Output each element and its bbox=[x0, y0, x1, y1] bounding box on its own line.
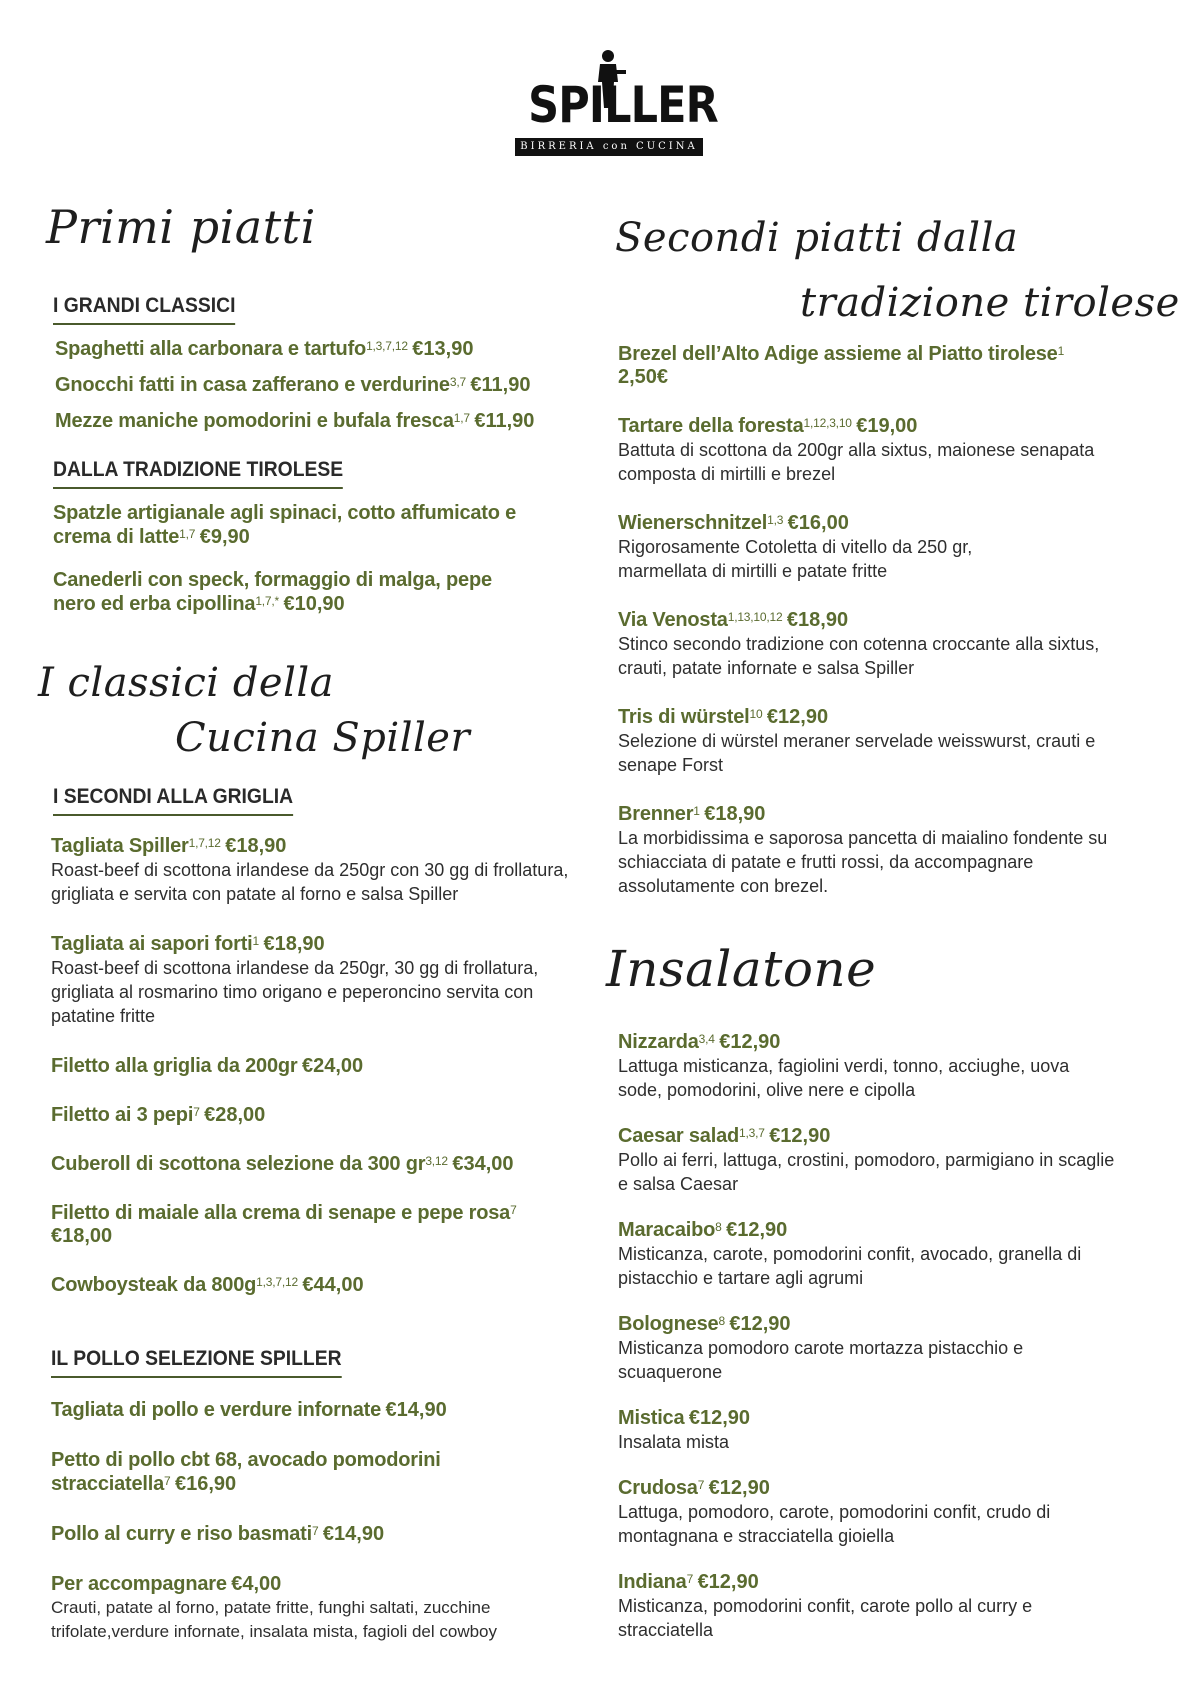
item-allergens: 1,7 bbox=[453, 411, 470, 425]
item-price: €16,90 bbox=[174, 1473, 237, 1495]
item-price: €12,90 bbox=[688, 1407, 751, 1429]
item-name: Cuberoll di scottona selezione da 300 gr bbox=[51, 1153, 426, 1175]
item-allergens: 1,7,12 bbox=[188, 836, 221, 850]
menu-item bbox=[51, 1201, 551, 1248]
item-description: Stinco secondo tradizione con cotenna croccante alla sixtus, crauti, patate infornate e salsa Spiller bbox=[618, 634, 1100, 678]
menu-item bbox=[618, 1124, 1118, 1196]
item-allergens: 1 bbox=[693, 804, 700, 818]
menu-item bbox=[618, 1476, 1098, 1548]
item-description: Selezione di würstel meraner servelade weisswurst, crauti e senape Forst bbox=[618, 731, 1096, 775]
item-price: €13,90 bbox=[412, 338, 474, 360]
item-description: Crauti, patate al forno, patate fritte, funghi saltati, zucchine trifolate,verdure infornate, insalata mista, fagioli del cowboy bbox=[51, 1598, 498, 1641]
item-allergens: 1,3,7,12 bbox=[256, 1275, 298, 1289]
menu-item bbox=[618, 342, 1118, 389]
item-allergens: 1,12,3,10 bbox=[803, 416, 852, 430]
item-allergens: 1,3 bbox=[767, 513, 784, 527]
item-price: €28,00 bbox=[204, 1104, 266, 1126]
item-description: Lattuga misticanza, fagiolini verdi, tonno, acciughe, uova sode, pomodorini, olive nere e cipolla bbox=[618, 1056, 1070, 1100]
item-name: Mezze maniche pomodorini e bufala fresca bbox=[55, 410, 454, 432]
item-description: Pollo ai ferri, lattuga, crostini, pomodoro, parmigiano in scaglie e salsa Caesar bbox=[618, 1150, 1115, 1194]
menu-item bbox=[55, 409, 595, 433]
menu-item bbox=[618, 1030, 1118, 1102]
brand-tagline: BIRRERIA con CUCINA bbox=[515, 138, 703, 156]
item-description: Misticanza pomodoro carote mortazza pistacchio e scuaquerone bbox=[618, 1338, 1024, 1382]
item-price: €18,90 bbox=[786, 609, 849, 631]
item-name: Tris di würstel bbox=[618, 706, 750, 728]
item-name: Indiana bbox=[618, 1571, 687, 1593]
item-description: Insalata mista bbox=[618, 1432, 730, 1452]
menu-item bbox=[53, 568, 533, 616]
item-description: Roast-beef di scottona irlandese da 250gr con 30 gg di frollatura, grigliata e servita con patate al forno e salsa Spiller bbox=[51, 860, 569, 904]
grandi-classici-heading: I GRANDI CLASSICI bbox=[53, 294, 235, 325]
menu-item bbox=[618, 802, 1138, 898]
item-price: €34,00 bbox=[452, 1153, 514, 1175]
item-name: Maracaibo bbox=[618, 1219, 716, 1241]
menu-item bbox=[51, 1103, 591, 1127]
item-price: €12,90 bbox=[729, 1313, 791, 1335]
menu-item bbox=[51, 834, 591, 906]
item-allergens: 7 bbox=[686, 1572, 694, 1586]
item-price: €12,90 bbox=[726, 1219, 788, 1241]
item-description: Rigorosamente Cotoletta di vitello da 250 gr, marmellata di mirtilli e patate fritte bbox=[618, 537, 973, 581]
item-allergens: 1 bbox=[1057, 344, 1065, 358]
item-price: €18,90 bbox=[263, 933, 325, 955]
item-price: €18,90 bbox=[225, 835, 287, 857]
classici-title-line2: Cucina Spiller bbox=[175, 715, 471, 761]
item-price: €10,90 bbox=[283, 593, 345, 615]
brand-name: SPILLER bbox=[528, 76, 718, 134]
item-price: €11,90 bbox=[470, 374, 531, 396]
item-price: €14,90 bbox=[322, 1523, 385, 1545]
menu-item bbox=[51, 1054, 591, 1078]
menu-item bbox=[618, 1312, 1088, 1384]
insalatone-title: Insalatone bbox=[606, 940, 877, 998]
tradizione-tirolese-heading: DALLA TRADIZIONE TIROLESE bbox=[53, 458, 343, 489]
item-name: Spaghetti alla carbonara e tartufo bbox=[55, 338, 367, 360]
item-name: Per accompagnare bbox=[51, 1573, 227, 1595]
item-allergens: 1,7 bbox=[179, 527, 196, 541]
item-name: Filetto ai 3 pepi bbox=[51, 1104, 194, 1126]
menu-item bbox=[51, 1273, 591, 1297]
secondi-griglia-heading: I SECONDI ALLA GRIGLIA bbox=[53, 785, 293, 816]
item-allergens: 7 bbox=[164, 1474, 171, 1488]
secondi-title-line2: tradizione tirolese bbox=[800, 280, 1180, 326]
menu-item bbox=[51, 932, 591, 1028]
item-name: Mistica bbox=[618, 1407, 685, 1429]
menu-item bbox=[618, 608, 1118, 680]
item-name: Filetto di maiale alla crema di senape e pepe rosa bbox=[51, 1202, 511, 1224]
item-name: Canederli con speck, formaggio di malga, pepe nero ed erba cipollina bbox=[53, 569, 492, 615]
item-allergens: 7 bbox=[697, 1478, 705, 1492]
item-allergens: 7 bbox=[193, 1105, 200, 1119]
item-price: 2,50€ bbox=[618, 366, 669, 388]
item-description: Battuta di scottona da 200gr alla sixtus, maionese senapata composta di mirtilli e brezel bbox=[618, 440, 1095, 484]
menu-item bbox=[51, 1398, 591, 1422]
menu-item bbox=[618, 511, 1038, 583]
item-description: Roast-beef di scottona irlandese da 250gr, 30 gg di frollatura, grigliata al rosmarino timo origano e peperoncino servita con patatine fritte bbox=[51, 958, 539, 1026]
item-description: Misticanza, carote, pomodorini confit, avocado, granella di pistacchio e tartare agli agrumi bbox=[618, 1244, 1082, 1288]
item-name: Gnocchi fatti in casa zafferano e verdurine bbox=[55, 374, 450, 396]
item-price: €19,00 bbox=[856, 415, 918, 437]
item-description: La morbidissima e saporosa pancetta di maialino fondente su schiacciata di patate e frutti rossi, da accompagnare assolutamente con brezel. bbox=[618, 828, 1108, 896]
item-price: €12,90 bbox=[769, 1125, 831, 1147]
menu-item bbox=[53, 501, 523, 549]
item-name: Wienerschnitzel bbox=[618, 512, 768, 534]
item-name: Spatzle artigianale agli spinaci, cotto affumicato e crema di latte bbox=[53, 502, 517, 548]
menu-item bbox=[55, 373, 595, 397]
item-name: Pollo al curry e riso basmati bbox=[51, 1523, 312, 1545]
item-name: Crudosa bbox=[618, 1477, 698, 1499]
item-allergens: 1,3,7 bbox=[739, 1126, 765, 1140]
item-price: €4,00 bbox=[231, 1573, 282, 1595]
item-price: €12,90 bbox=[708, 1477, 770, 1499]
item-name: Brenner bbox=[618, 803, 694, 825]
menu-item bbox=[618, 1406, 1158, 1454]
item-price: €14,90 bbox=[385, 1399, 447, 1421]
item-description: Lattuga, pomodoro, carote, pomodorini confit, crudo di montagnana e stracciatella gioiella bbox=[618, 1502, 1051, 1546]
item-price: €11,90 bbox=[474, 410, 535, 432]
item-price: €16,00 bbox=[787, 512, 849, 534]
menu-item bbox=[55, 337, 595, 361]
item-price: €12,90 bbox=[719, 1031, 781, 1053]
item-price: €12,90 bbox=[697, 1571, 759, 1593]
item-price: €9,90 bbox=[199, 526, 250, 548]
item-name: Tartare della foresta bbox=[618, 415, 804, 437]
spiller-logo bbox=[515, 42, 718, 157]
menu-item bbox=[618, 1570, 1088, 1642]
item-name: Tagliata Spiller bbox=[51, 835, 189, 857]
item-name: Tagliata di pollo e verdure infornate bbox=[51, 1399, 382, 1421]
menu-item bbox=[51, 1522, 591, 1546]
menu-item bbox=[51, 1152, 591, 1176]
item-allergens: 3,7 bbox=[449, 375, 466, 389]
item-allergens: 10 bbox=[749, 707, 763, 721]
item-allergens: 3,12 bbox=[425, 1154, 448, 1168]
item-allergens: 1 bbox=[252, 934, 260, 948]
item-name: Bolognese bbox=[618, 1313, 719, 1335]
classici-title-line1: I classici della bbox=[38, 660, 335, 706]
pollo-heading: IL POLLO SELEZIONE SPILLER bbox=[51, 1347, 342, 1378]
item-allergens: 7 bbox=[311, 1524, 319, 1538]
menu-item bbox=[618, 705, 1138, 777]
menu-item bbox=[618, 414, 1158, 486]
item-allergens: 1,7,* bbox=[255, 594, 280, 608]
menu-item bbox=[618, 1218, 1138, 1290]
item-description: Misticanza, pomodorini confit, carote pollo al curry e stracciatella bbox=[618, 1596, 1033, 1640]
item-name: Petto di pollo cbt 68, avocado pomodorini stracciatella bbox=[51, 1449, 441, 1495]
item-price: €12,90 bbox=[766, 706, 829, 728]
item-name: Nizzarda bbox=[618, 1031, 699, 1053]
item-price: €24,00 bbox=[301, 1055, 364, 1077]
item-allergens: 1,13,10,12 bbox=[727, 610, 783, 624]
item-name: Tagliata ai sapori forti bbox=[51, 933, 253, 955]
secondi-title-line1: Secondi piatti dalla bbox=[615, 215, 1019, 261]
menu-item bbox=[51, 1572, 541, 1644]
item-name: Filetto alla griglia da 200gr bbox=[51, 1055, 298, 1077]
item-allergens: 1,3,7,12 bbox=[366, 339, 408, 353]
item-name: Via Venosta bbox=[618, 609, 728, 631]
primi-title: Primi piatti bbox=[46, 200, 316, 254]
item-price: €18,90 bbox=[704, 803, 766, 825]
item-allergens: 3,4 bbox=[698, 1032, 715, 1046]
item-name: Brezel dell’Alto Adige assieme al Piatto tirolese bbox=[618, 343, 1058, 365]
item-allergens: 8 bbox=[715, 1220, 722, 1234]
item-price: €44,00 bbox=[302, 1274, 364, 1296]
menu-item bbox=[51, 1448, 481, 1496]
item-name: Caesar salad bbox=[618, 1125, 740, 1147]
item-allergens: 7 bbox=[510, 1203, 517, 1217]
item-name: Cowboysteak da 800g bbox=[51, 1274, 257, 1296]
item-price: €18,00 bbox=[51, 1225, 113, 1247]
item-allergens: 8 bbox=[718, 1314, 725, 1328]
